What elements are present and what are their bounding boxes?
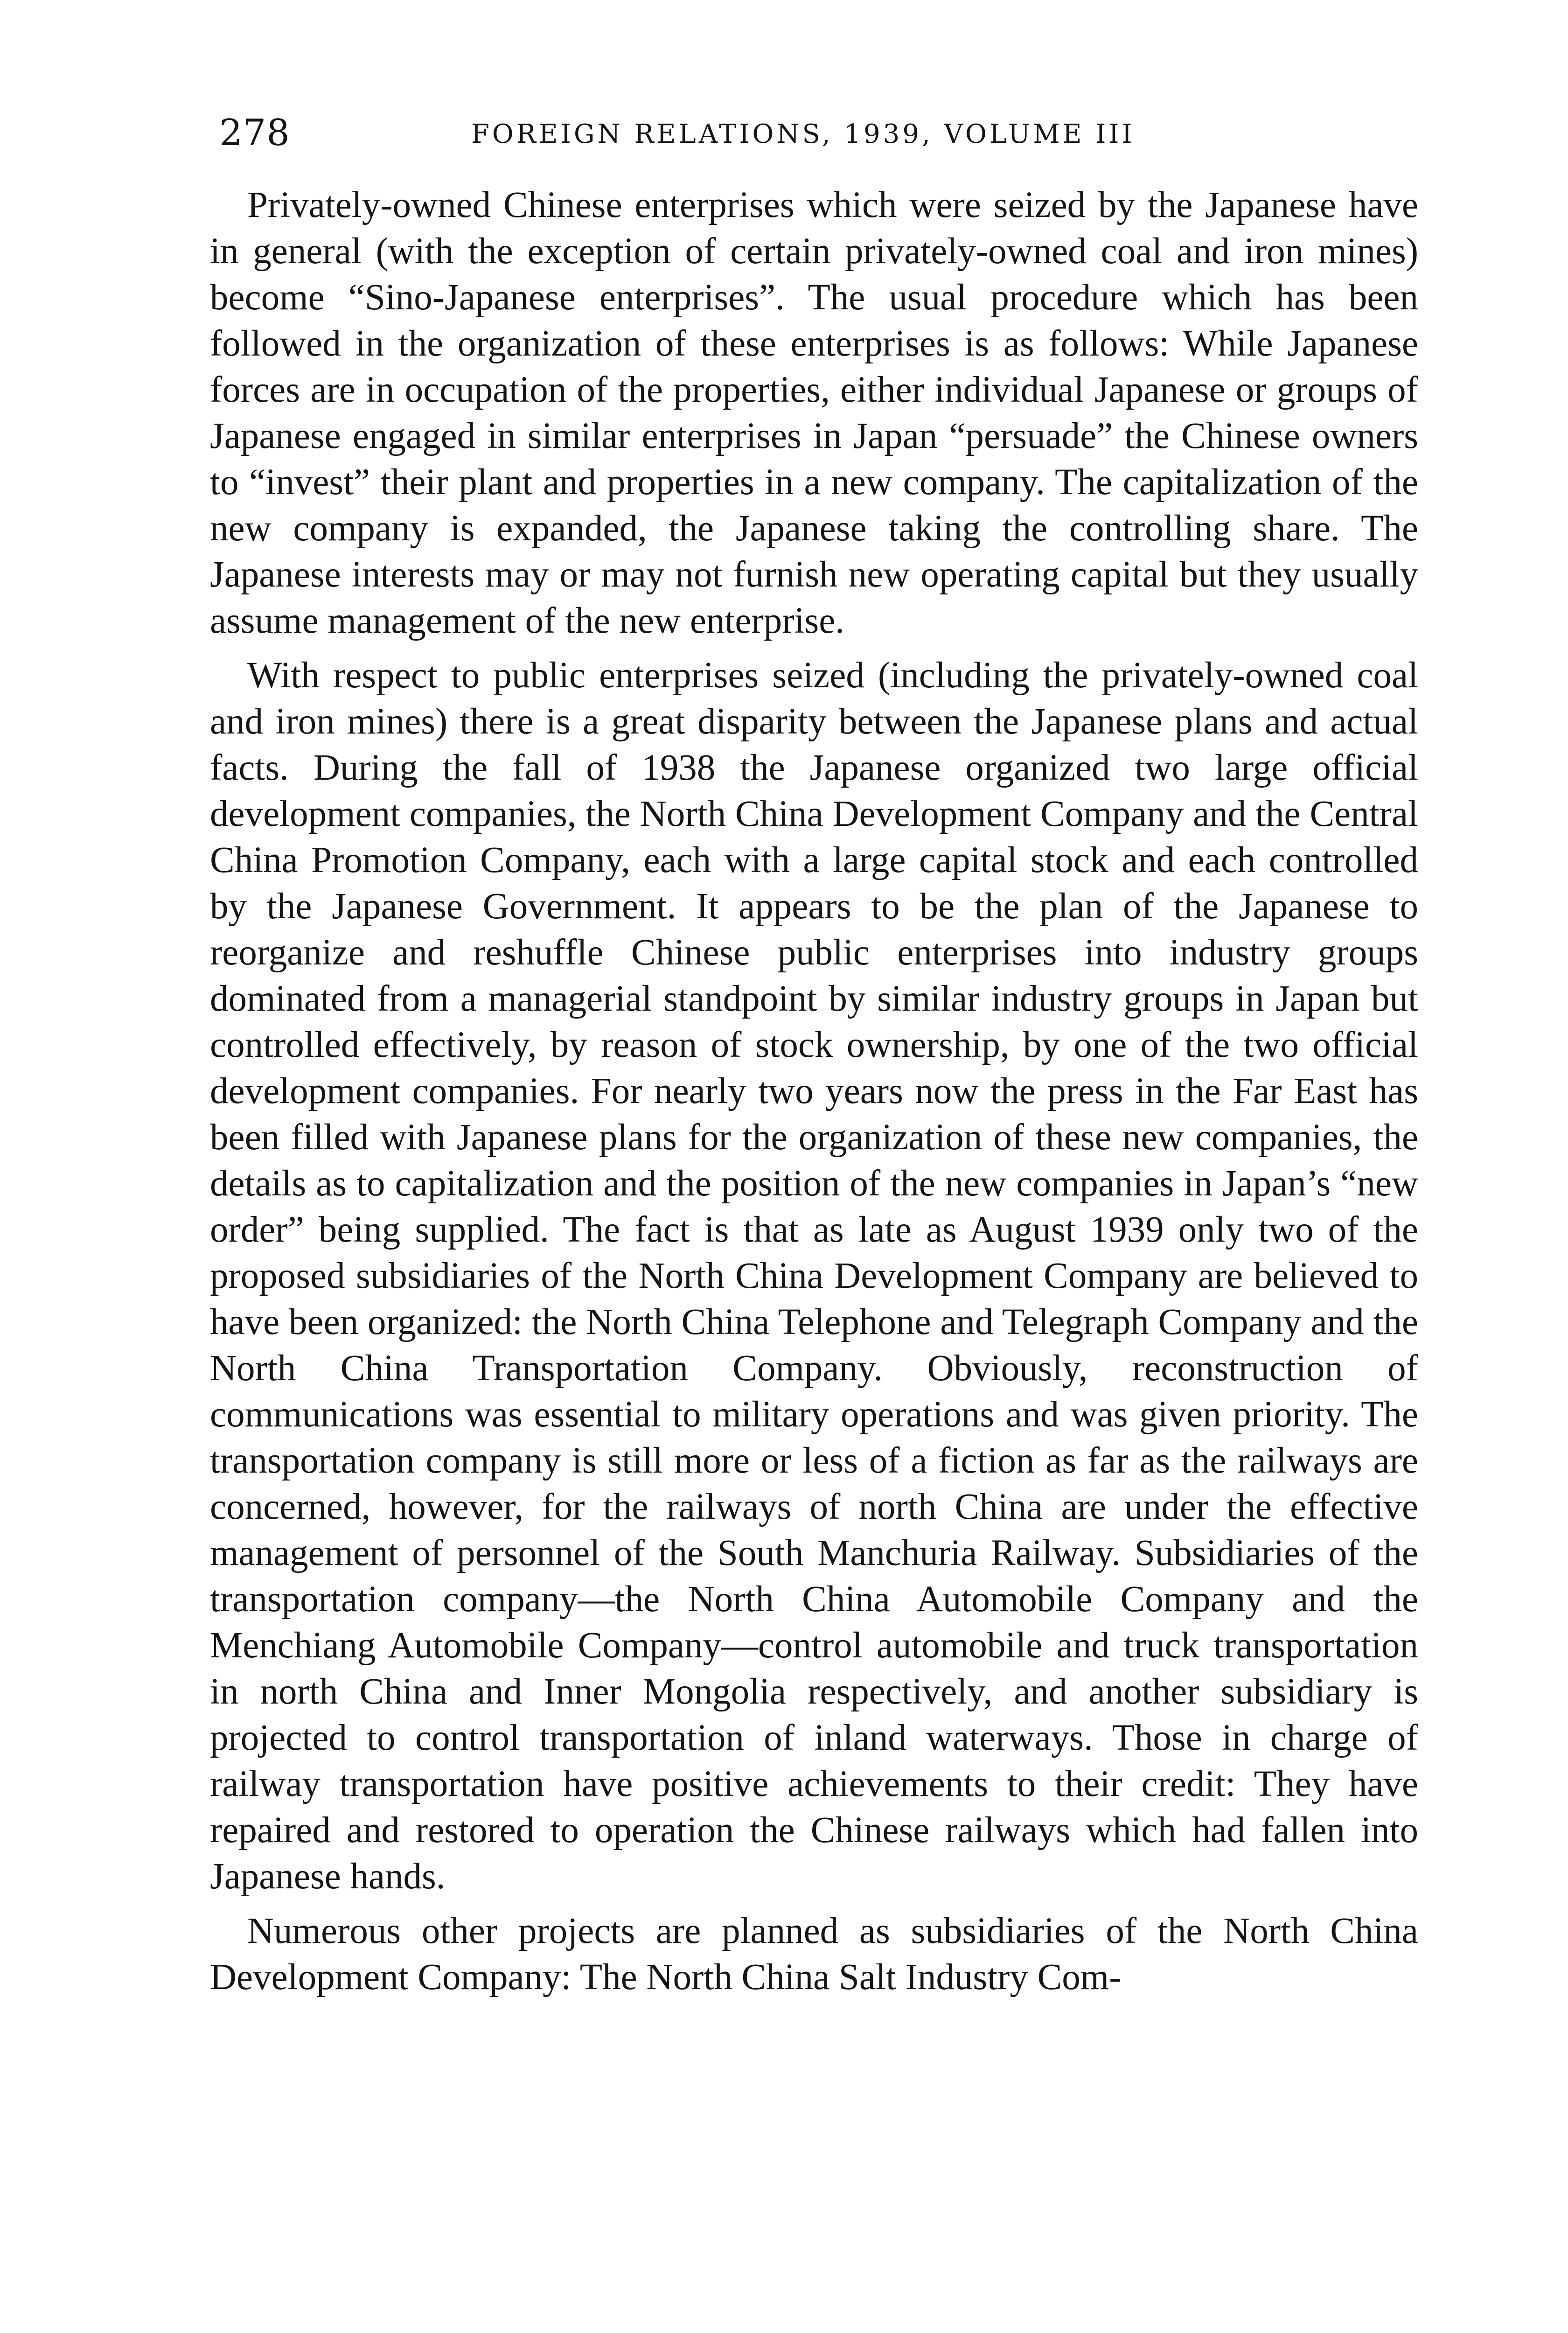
paragraph-3: Numerous other projects are planned as subsidiaries of the North China Development Company: The North China Salt Industry Com- (210, 1911, 1418, 1998)
body-text (210, 182, 1418, 2009)
page-number: 278 (219, 112, 290, 154)
paragraph-2: With respect to public enterprises seized (including the privately-owned coal and iron mines) there is a great disparity between the Japanese plans and actual facts. During the fall of 1938 the Japanese organized two large official development companies, the North China Development Company and the Central China Promotion Company, each with a large capital stock and each controlled by the Japanese Government. It appears to be the plan of the Japanese to reorganize and reshuffle Chinese public enterprises into industry groups dominated from a managerial standpoint by similar industry groups in Japan but controlled effectively, by reason of stock ownership, by one of the two official development companies. For nearly two years now the press in the Far East has been filled with Japanese plans for the organization of these new companies, the details as to capitalization and the position of the new companies in Japan’s “new order” being supplied. The fact is that as late as August 1939 only two of the proposed subsidiaries of the North China Development Company are believed to have been organized: the North China Telephone and Telegraph Company and the North China Transportation Company. Obviously, reconstruction of communications was essential to military operations and was given priority. The transportation company is still more or less of a fiction as far as the railways are concerned, however, for the railways of north China are under the effective management of personnel of the South Manchuria Railway. Subsidiaries of the transportation company—the North China Automobile Company and the Menchiang Automobile Company—control automobile and truck transportation in north China and Inner Mongolia respectively, and another subsidiary is projected to control transportation of inland waterways. Those in charge of railway transportation have positive achievements to their credit: They have repaired and restored to operation the Chinese railways which had fallen into Japanese hands. (210, 655, 1418, 1897)
running-title: FOREIGN RELATIONS, 1939, VOLUME III (471, 119, 1135, 149)
paragraph-1: Privately-owned Chinese enterprises which were seized by the Japanese have in general (with the exception of certain privately-owned coal and iron mines) become “Sino-Japanese enterprises”. The usual procedure which has been followed in the organization of these enterprises is as follows: While Japanese forces are in occupation of the properties, either individual Japanese or groups of Japanese engaged in similar enterprises in Japan “persuade” the Chinese owners to “invest” their plant and properties in a new company. The capitalization of the new company is expanded, the Japanese taking the controlling share. The Japanese interests may or may not furnish new operating capital but they usually assume management of the new enterprise. (210, 185, 1418, 641)
running-head (219, 107, 1418, 159)
